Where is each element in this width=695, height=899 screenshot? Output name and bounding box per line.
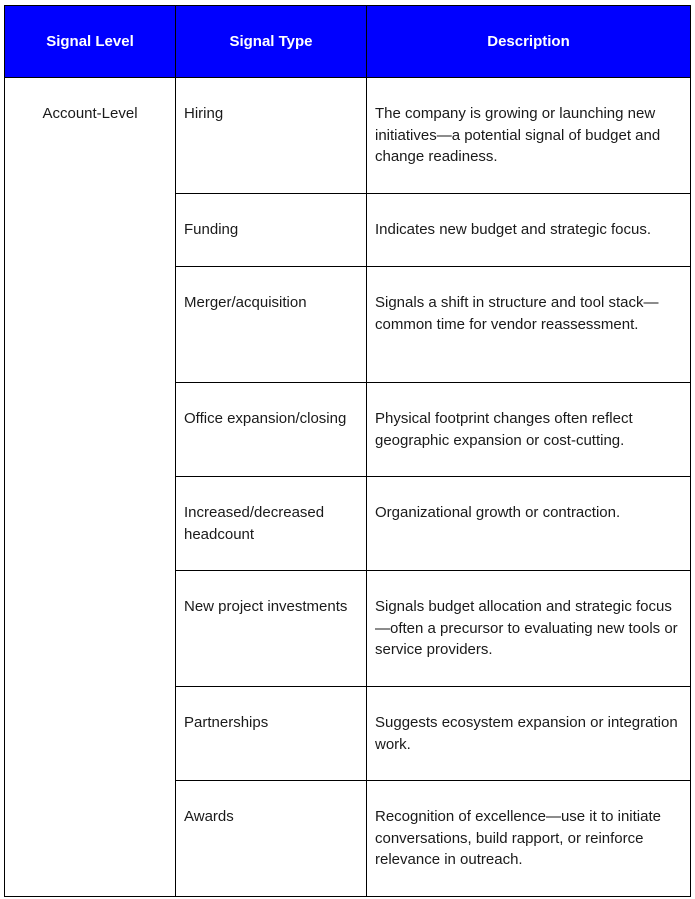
signal-level-cell: Account-Level xyxy=(5,78,176,897)
signal-type-cell: Merger/acquisition xyxy=(176,267,367,383)
description-cell: Organizational growth or contraction. xyxy=(367,477,691,571)
signals-table xyxy=(4,5,691,897)
signal-type-cell: New project investments xyxy=(176,571,367,687)
table-body xyxy=(5,78,691,897)
header-description: Description xyxy=(367,6,691,78)
description-cell: Signals budget allocation and strategic focus—often a precursor to evaluating new tools or service providers. xyxy=(367,571,691,687)
table-row xyxy=(5,78,691,194)
description-cell: Suggests ecosystem expansion or integration work. xyxy=(367,687,691,781)
description-cell: The company is growing or launching new initiatives—a potential signal of budget and change readiness. xyxy=(367,78,691,194)
signal-type-cell: Increased/decreased headcount xyxy=(176,477,367,571)
signal-type-cell: Awards xyxy=(176,781,367,897)
header-row xyxy=(5,6,691,78)
signal-type-cell: Hiring xyxy=(176,78,367,194)
description-cell: Physical footprint changes often reflect geographic expansion or cost-cutting. xyxy=(367,383,691,477)
table-header xyxy=(5,6,691,78)
signal-type-cell: Office expansion/closing xyxy=(176,383,367,477)
signal-type-cell: Funding xyxy=(176,194,367,267)
signal-type-cell: Partnerships xyxy=(176,687,367,781)
description-cell: Indicates new budget and strategic focus. xyxy=(367,194,691,267)
description-cell: Signals a shift in structure and tool stack—common time for vendor reassessment. xyxy=(367,267,691,383)
header-signal-level: Signal Level xyxy=(5,6,176,78)
description-cell: Recognition of excellence—use it to initiate conversations, build rapport, or reinforce relevance in outreach. xyxy=(367,781,691,897)
header-signal-type: Signal Type xyxy=(176,6,367,78)
